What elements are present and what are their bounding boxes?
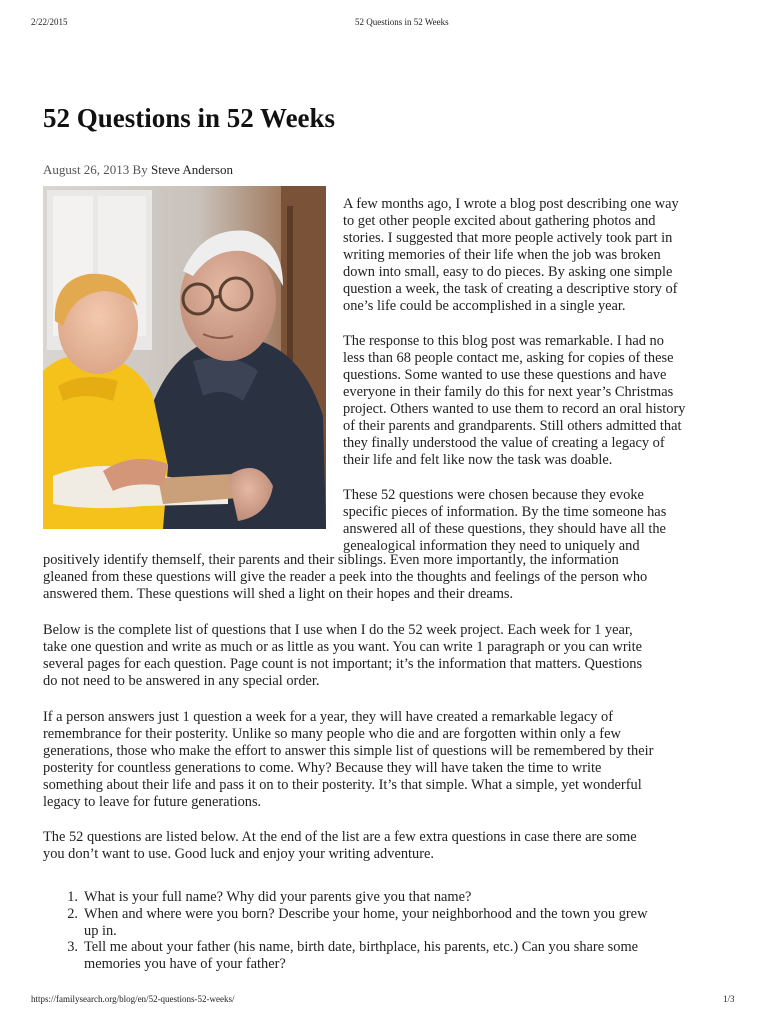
paragraph-line: their life and felt like now the task was doable. — [343, 452, 613, 468]
paragraph-line: of their parents and grandparents. Still others admitted that — [343, 418, 682, 434]
byline — [43, 162, 233, 178]
paragraph-line: project. Others wanted to use them to record an oral history — [343, 401, 686, 417]
paragraph-line: you don’t want to use. Good luck and enjoy your writing adventure. — [43, 846, 435, 862]
paragraph-line: question a week, the task of creating a descriptive story of — [343, 281, 678, 297]
paragraph-line: take one question and write as much or as little as you want. You can write 1 paragraph or you can write — [43, 639, 643, 655]
paragraph-line: several pages for each question. Page count is not important; it’s the information that matters. Questions — [43, 656, 643, 672]
list-item-line: Tell me about your father (his name, birth date, birthplace, his parents, etc.) Can you share some — [84, 939, 639, 955]
print-header-title: 52 Questions in 52 Weeks — [355, 17, 449, 27]
paragraph-line: answered them. These questions will shed a light on their hopes and their dreams. — [43, 586, 514, 602]
paragraph-line: remembrance for their posterity. Unlike so many people who die and are forgotten within only a few — [43, 726, 621, 742]
print-footer-page: 1/3 — [723, 994, 735, 1004]
paragraph-line: legacy to leave for future generations. — [43, 794, 262, 810]
list-number: 1. — [67, 889, 78, 905]
print-footer-url: https://familysearch.org/blog/en/52-questions-52-weeks/ — [31, 994, 235, 1004]
paragraph-line: something about their life and pass it on to their posterity. It’s that simple. What a simple, yet wonderful — [43, 777, 642, 793]
paragraph-line: positively identify themself, their parents and their siblings. Even more importantly, the information — [43, 552, 619, 568]
paragraph-line: do not need to be answered in any special order. — [43, 673, 320, 689]
paragraph-line: less than 68 people contact me, asking for copies of these — [343, 350, 674, 366]
paragraph-line: everyone in their family do this for next year’s Christmas — [343, 384, 674, 400]
paragraph-line: they finally understood the value of creating a legacy of — [343, 435, 665, 451]
paragraph-line: These 52 questions were chosen because they evoke — [343, 487, 644, 503]
paragraph-line: The 52 questions are listed below. At the end of the list are a few extra questions in case there are some — [43, 829, 637, 845]
list-number: 2. — [67, 906, 78, 922]
paragraph-line: A few months ago, I wrote a blog post describing one way — [343, 196, 679, 212]
paragraph-line: If a person answers just 1 question a week for a year, they will have created a remarkable legacy of — [43, 709, 614, 725]
list-item-line: memories you have of your father? — [84, 956, 286, 972]
author-link[interactable]: Steve Anderson — [150, 162, 233, 177]
page-title: 52 Questions in 52 Weeks — [43, 103, 336, 133]
article-photo — [43, 186, 326, 529]
paragraph-line: gleaned from these questions will give the reader a peek into the thoughts and feelings of the person who — [43, 569, 648, 585]
paragraph-line: answered all of these questions, they should have all the — [343, 521, 666, 537]
list-item-line: up in. — [84, 923, 117, 939]
paragraph-line: specific pieces of information. By the time someone has — [343, 504, 667, 520]
paragraph-line: to get other people excited about gathering photos and — [343, 213, 656, 229]
paragraph-line: generations, those who make the effort to answer this simple list of questions will be remembered by their — [43, 743, 654, 759]
paragraph-line: down into small, easy to do pieces. By asking one simple — [343, 264, 673, 280]
paragraph-line: The response to this blog post was remarkable. I had no — [343, 333, 664, 349]
list-number: 3. — [67, 939, 78, 955]
list-item-line: What is your full name? Why did your parents give you that name? — [84, 889, 472, 905]
paragraph-line: questions. Some wanted to use these questions and have — [343, 367, 667, 383]
paragraph-line: stories. I suggested that more people actively took part in — [343, 230, 673, 246]
list-item-line: When and where were you born? Describe your home, your neighborhood and the town you grew — [84, 906, 648, 922]
paragraph-line: Below is the complete list of questions that I use when I do the 52 week project. Each week for 1 year, — [43, 622, 633, 638]
print-header-date: 2/22/2015 — [31, 17, 68, 27]
paragraph-line: genealogical information they need to uniquely and — [343, 538, 640, 554]
byline-date: August 26, 2013 By — [43, 162, 148, 177]
paragraph-line: posterity for countless generations to come. Why? Because they will have taken the time to write — [43, 760, 602, 776]
paragraph-line: one’s life could be accomplished in a single year. — [343, 298, 626, 314]
paragraph-line: writing memories of their life when the job was broken — [343, 247, 661, 263]
